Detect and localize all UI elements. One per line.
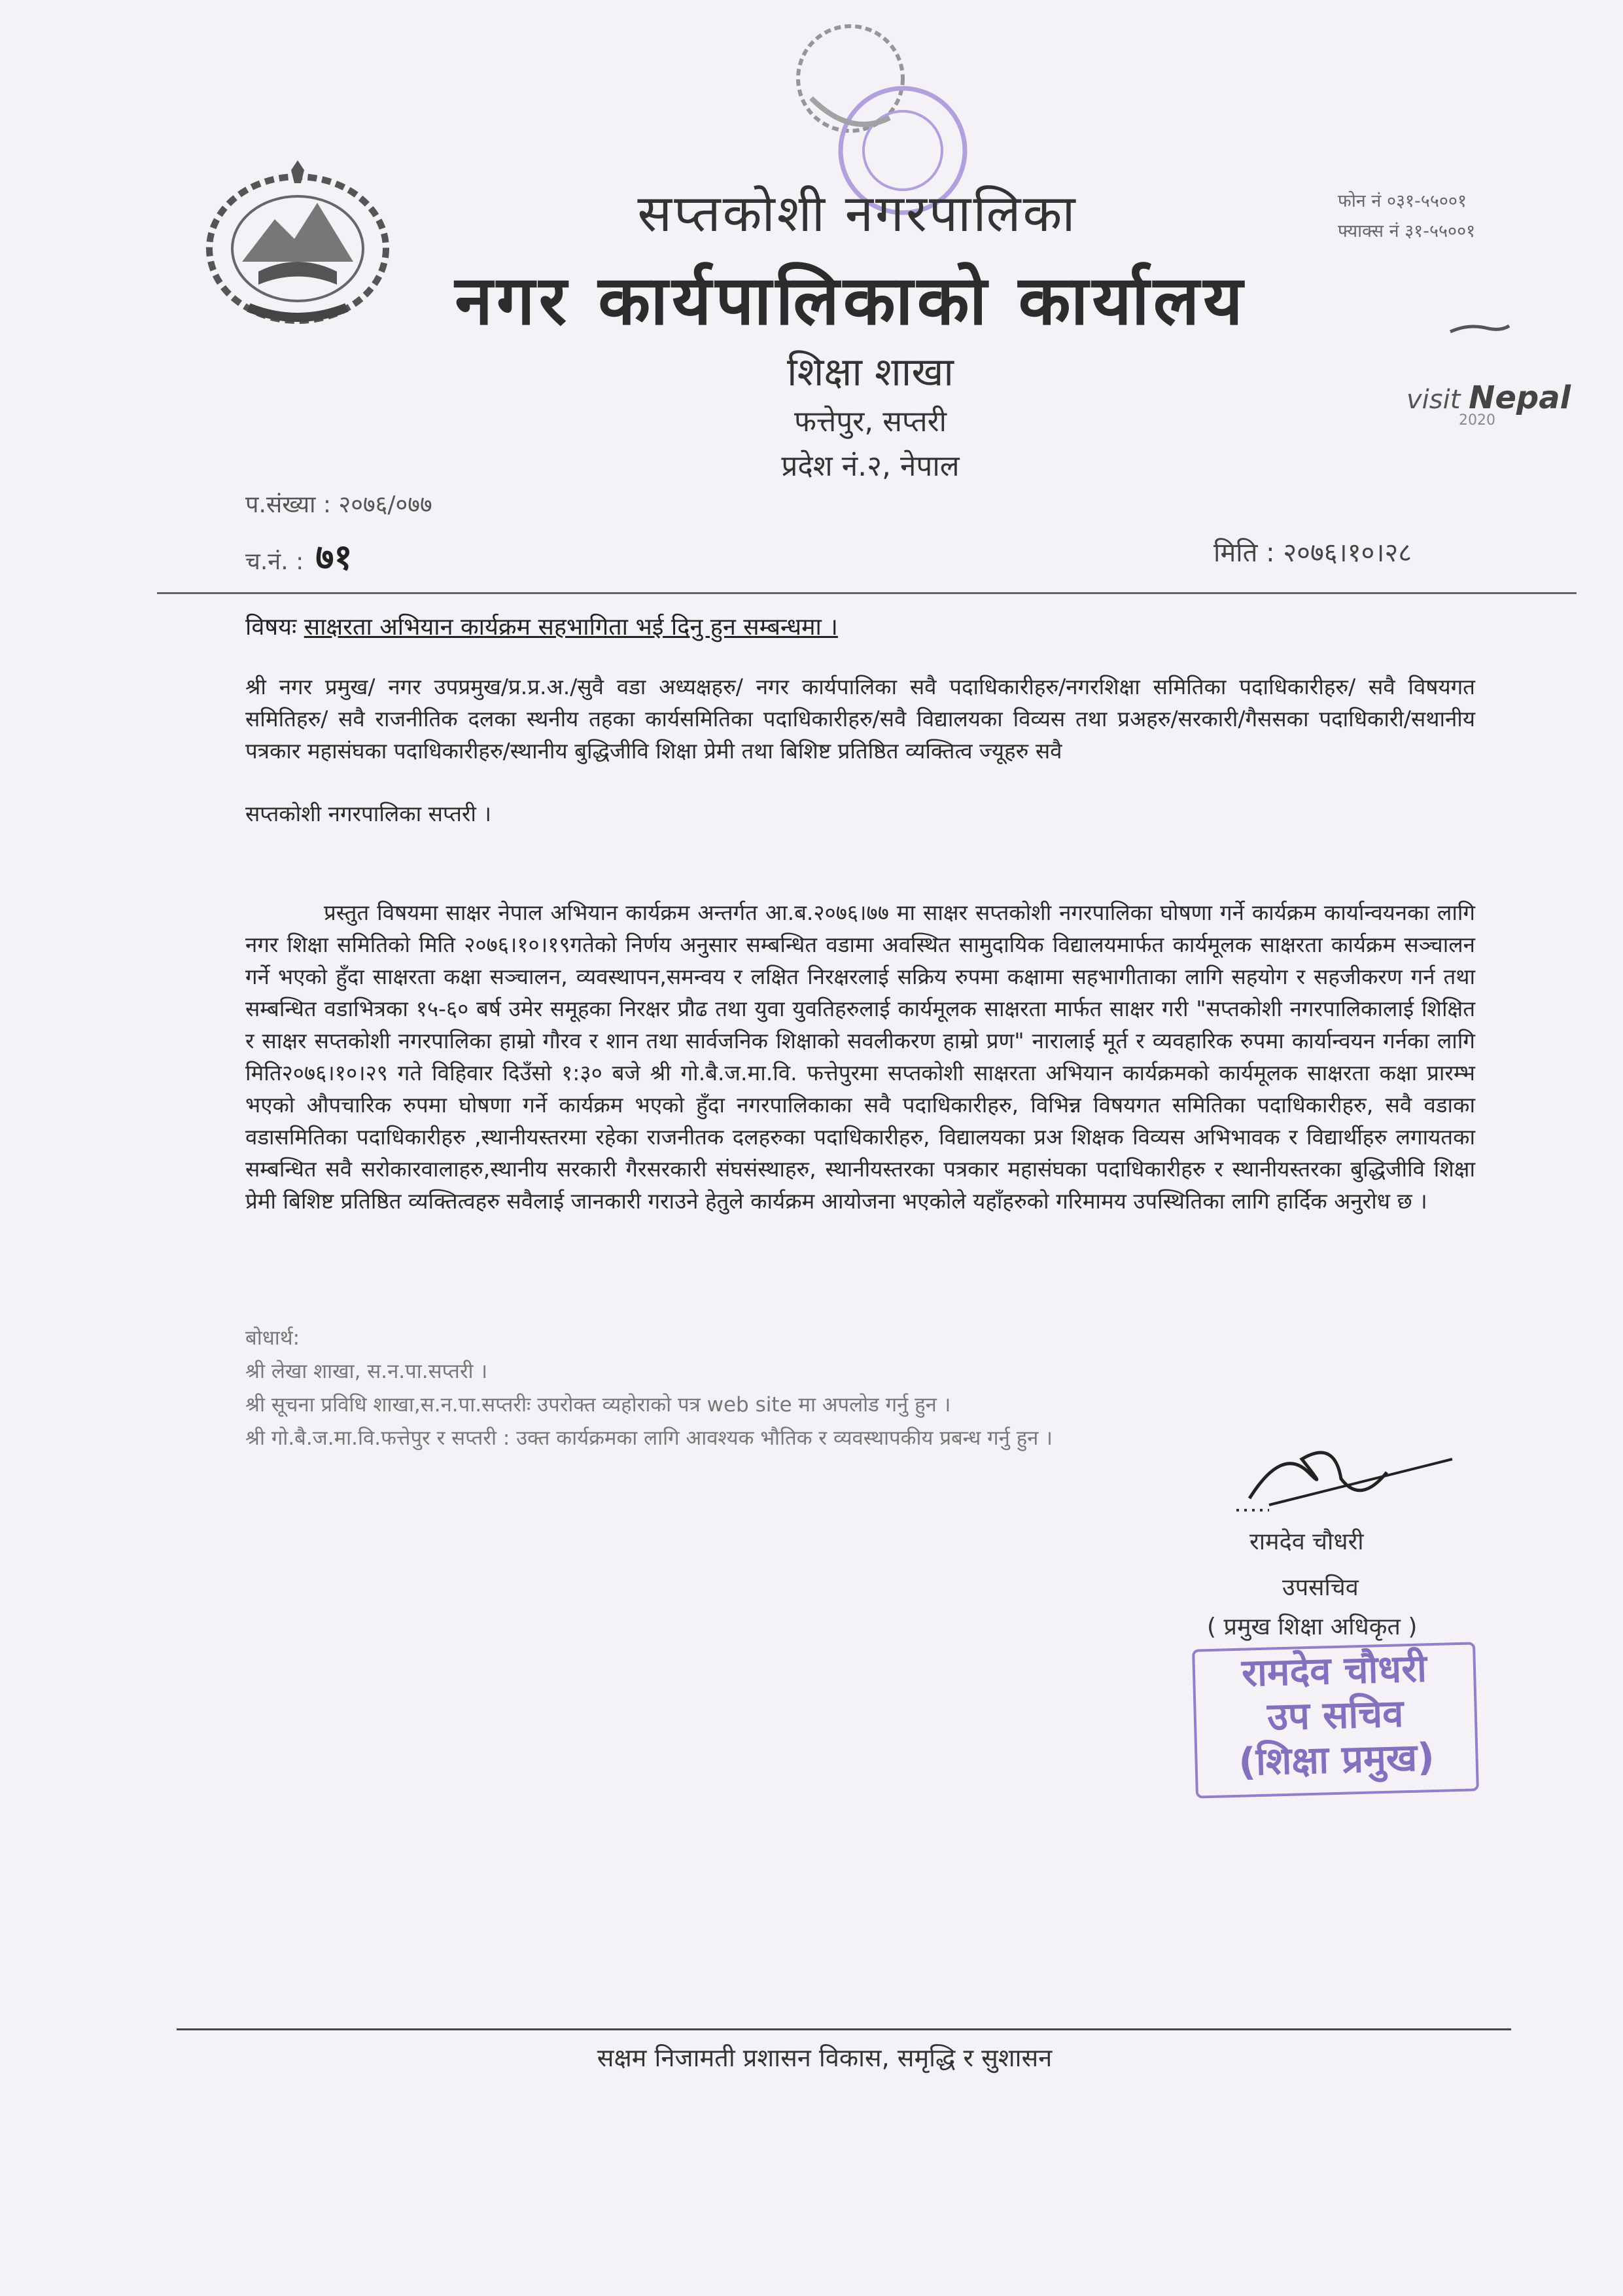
stamp-line: उप सचिव (1266, 1691, 1405, 1739)
reference-number: प.संख्या : २०७६/०७७ (245, 491, 432, 518)
cc-label: बोधार्थ: (245, 1326, 300, 1350)
phone-number: फोन नं ०३१-५५००१ (1338, 191, 1467, 211)
branch-name: शिक्षा शाखा (787, 349, 954, 395)
cc-item: श्री सूचना प्रविधि शाखा,स.न.पा.सप्तरीः उपरोक्त व्यहोराको पत्र web site मा अपलोड गर्नु हुन । (245, 1393, 951, 1417)
visit-text: visit (1406, 385, 1461, 415)
cc-block (245, 1322, 1053, 1455)
addressee-place: सप्तकोशी नगरपालिका सप्तरी । (245, 801, 491, 826)
footer-divider (177, 2028, 1511, 2030)
footer-motto: सक्षम निजामती प्रशासन विकास, समृद्धि र सुशासन (597, 2043, 1053, 2072)
dispatch-label: च.नं. : (245, 548, 304, 575)
letter-date: मिति : २०७६।१०।२८ (1213, 538, 1412, 568)
cc-item: श्री गो.बै.ज.मा.वि.फत्तेपुर र सप्तरी : उक्त कार्यक्रमका लागि आवश्यक भौतिक र व्यवस्थापकीय प्रबन्ध गर्नु हुन । (245, 1426, 1053, 1450)
dispatch-number (245, 531, 352, 580)
subject-line (245, 610, 838, 642)
address-line-2: प्रदेश नं.२, नेपाल (781, 450, 960, 483)
visit-nepal-logo (1406, 380, 1571, 416)
cc-item: श्री लेखा शाखा, स.न.पा.सप्तरी । (245, 1360, 488, 1383)
subject-label: विषयः (245, 614, 297, 641)
signatory-designation: उपसचिव (1282, 1574, 1359, 1601)
addressee-block: श्री नगर प्रमुख/ नगर उपप्रमुख/प्र.प्र.अ./सुवै वडा अध्यक्षहरु/ नगर कार्यपालिका सवै पदाधिकारीहरु/नगरशिक्षा समितिका पदाधिकारीहरु/ सवै विषयगत समितिहरु/ सवै राजनीतिक दलका स्थनीय तहका कार्यसमितिका पदाधिकारीहरु/सवै विद्यालयका विव्यस तथा प्रअहरु/सरकारी/गैससका पदाधिकारी/सथानीय पत्रकार महासंघका पदाधिकारीहरु/स्थानीय बुद्धिजीवि शिक्षा प्रेमी तथा बिशिष्ट प्रतिष्ठित व्यक्तित्व ज्यूहरु सवै (245, 674, 1475, 764)
signatory-name: रामदेव चौधरी (1249, 1528, 1364, 1555)
header-divider (157, 592, 1577, 594)
body-paragraph: प्रस्तुत विषयमा साक्षर नेपाल अभियान कार्यक्रम अन्तर्गत आ.ब.२०७६।७७ मा साक्षर सप्तकोशी नगरपालिका घोषणा गर्ने कार्यक्रम कार्यान्वयनका लागि नगर शिक्षा समितिको मिति २०७६।१०।१९गतेको निर्णय अनुसार सम्बन्धित वडामा अवस्थित सामुदायिक विद्यालयमार्फत कार्यमूलक साक्षरता कार्यक्रम सञ्चालन गर्ने भएको हुँदा साक्षरता कक्षा सञ्चालन, व्यवस्थापन,समन्वय र लक्षित निरक्षरलाई सक्रिय रुपमा कक्षामा सहभागीताका लागि सहयोग र सहजीकरण गर्न तथा सम्बन्धित वडाभित्रका १५-६० बर्ष उमेर समूहका निरक्षर प्रौढ तथा युवा युवतिहरुलाई कार्यमूलक साक्षरता मार्फत साक्षर गरी "सप्तकोशी नगरपालिकालाई शिक्षित र साक्षर सप्तकोशी नगरपालिका हाम्रो गौरव र शान तथा सार्वजनिक शिक्षाको सवलीकरण हाम्रो प्रण" नारालाई मूर्त र व्यवहारिक रुपमा कार्यान्वयन गर्नका लागि मिति२०७६।१०।२९ गते विहिवार दिउँसो १:३० बजे श्री गो.बै.ज.मा.वि. फत्तेपुरमा सप्तकोशी साक्षरता अभियान कार्यक्रमको कार्यमूलक साक्षरता कक्षा प्रारम्भ भएको औपचारिक रुपमा घोषणा गर्ने कार्यक्रम भएको हुँदा नगरपालिकाका सवै पदाधिकारीहरु, विभिन्न विषयगत समितिका पदाधिकारीहरु, सवै वडाका वडासमितिका पदाधिकारीहरु ,स्थानीयस्तरमा रहेका राजनीतक दलहरुका पदाधिकारीहरु, विद्यालयका प्रअ शिक्षक विव्यस अभिभावक र विद्यार्थीहरु लगायतका सम्बन्धित सवै सरोकारवालाहरु,स्थानीय सरकारी गैरसरकारी संघसंस्थाहरु, स्थानीयस्तरका पत्रकार महासंघका पदाधिकारीहरु र स्थानीयस्तरका बुद्धिजीवि शिक्षा प्रेमी बिशिष्ट प्रतिष्ठित व्यक्तित्वहरु सवैलाई जानकारी गराउने हेतुले कार्यक्रम आयोजना भएकोले यहाँहरुको गरिमामय उपस्थितिका लागि हार्दिक अनुरोध छ । (245, 900, 1475, 1214)
official-name-stamp (1192, 1642, 1479, 1798)
visit-year: 2020 (1459, 412, 1495, 429)
subject-text: साक्षरता अभियान कार्यक्रम सहभागिता भई दिनु हुन सम्बन्धमा । (304, 614, 838, 641)
fax-number: फ्याक्स नं ३१-५५००१ (1338, 221, 1476, 241)
stamp-line: रामदेव चौधरी (1241, 1646, 1427, 1695)
municipality-name: सप्तकोशी नगरपालिका (637, 185, 1077, 243)
contact-block (1338, 186, 1475, 247)
address-line-1: फत्तेपुर, सप्तरी (794, 405, 947, 438)
stamp-line: (शिक्षा प्रमुख) (1238, 1735, 1435, 1784)
signatory-role: ( प्रमुख शिक्षा अधिकृत ) (1207, 1614, 1418, 1640)
ink-smudge-mark (1449, 322, 1511, 336)
handwritten-signature (1230, 1433, 1478, 1518)
office-name: नगर कार्यपालिकाको कार्यालय (455, 260, 1247, 340)
visit-brand: Nepal (1469, 380, 1571, 416)
dispatch-value: ७१ (315, 536, 353, 578)
